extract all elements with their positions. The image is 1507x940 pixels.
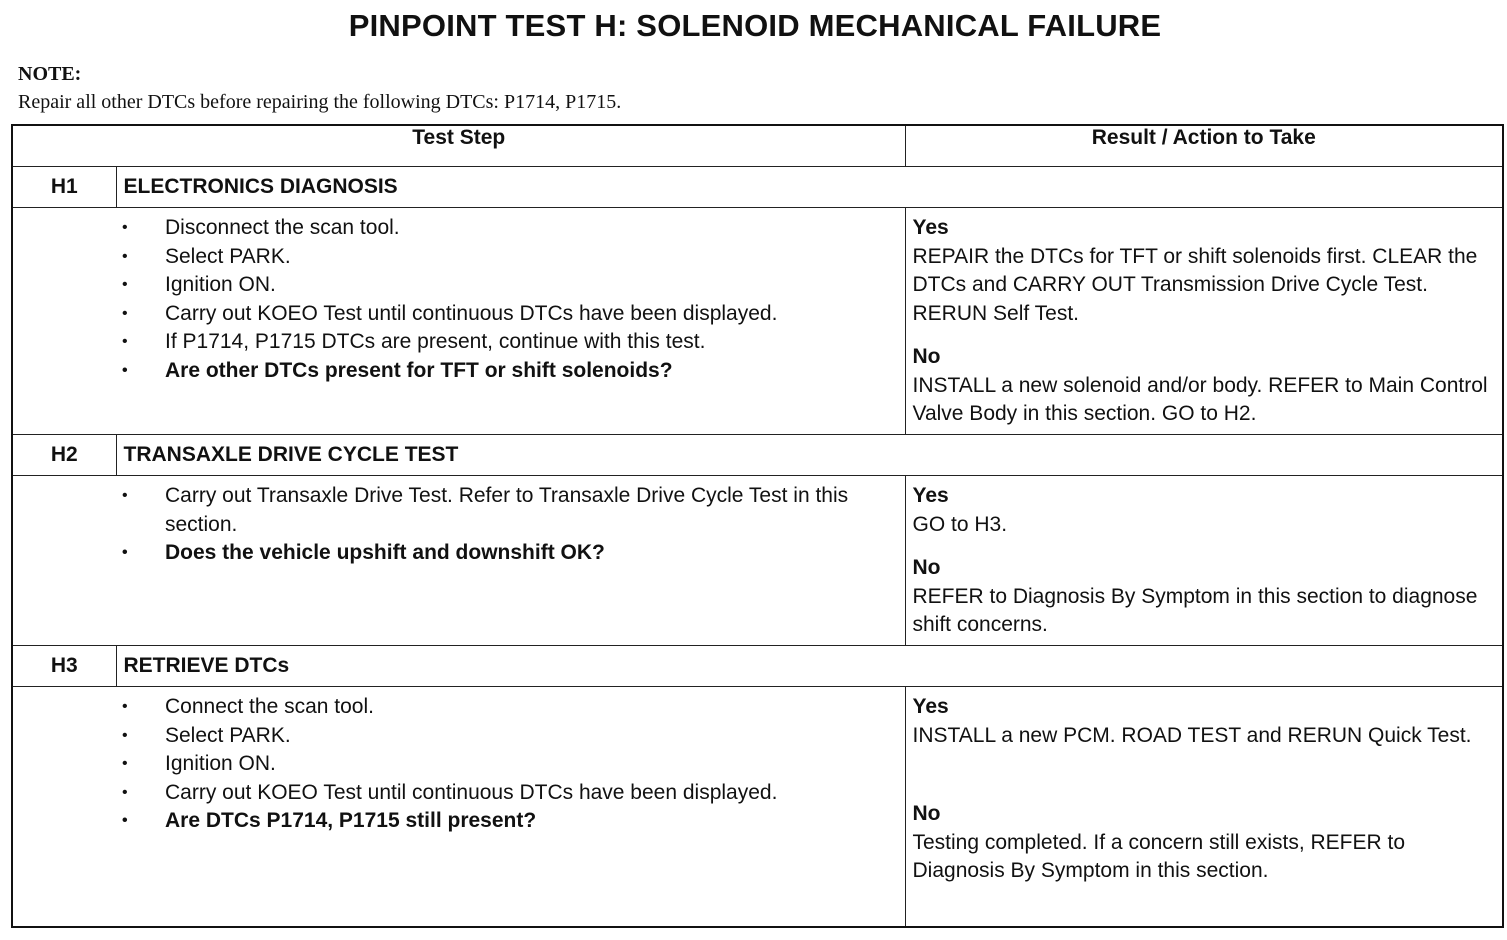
bullet-icon: • — [122, 812, 128, 829]
no-action: REFER to Diagnosis By Symptom in this section to diagnose shift concerns. — [912, 584, 1478, 636]
step-h3-body-row — [12, 687, 1503, 928]
step-h1-body-row — [12, 208, 1503, 435]
instruction-list — [116, 482, 905, 568]
table-header-row — [12, 125, 1503, 167]
pinpoint-test-table — [11, 124, 1504, 928]
no-action: INSTALL a new solenoid and/or body. REFER to Main Control Valve Body in this section. GO to H2. — [912, 373, 1488, 425]
step-id: H1 — [12, 167, 116, 208]
bullet-icon: • — [122, 544, 128, 561]
instruction-item: • Ignition ON. — [116, 750, 905, 779]
step-question: • Does the vehicle upshift and downshift OK? — [116, 539, 905, 568]
no-label: No — [912, 556, 941, 579]
step-title: TRANSAXLE DRIVE CYCLE TEST — [116, 435, 1503, 476]
no-label: No — [912, 802, 941, 825]
instruction-item: • Select PARK. — [116, 243, 905, 272]
step-h3-header-row — [12, 646, 1503, 687]
step-id-spacer — [12, 687, 116, 928]
step-id-spacer — [12, 476, 116, 646]
instruction-list — [116, 693, 905, 836]
bullet-icon: • — [122, 698, 128, 715]
instruction-item: • Disconnect the scan tool. — [116, 214, 905, 243]
test-step-header: Test Step — [12, 125, 905, 167]
step-id: H3 — [12, 646, 116, 687]
yes-label: Yes — [912, 216, 949, 239]
bullet-icon: • — [122, 333, 128, 350]
step-instructions — [116, 208, 905, 435]
step-title: ELECTRONICS DIAGNOSIS — [116, 167, 1503, 208]
bullet-icon: • — [122, 276, 128, 293]
no-label: No — [912, 345, 941, 368]
step-h2-header-row — [12, 435, 1503, 476]
yes-label: Yes — [912, 695, 949, 718]
note-heading: NOTE: — [18, 63, 82, 85]
bullet-icon: • — [122, 219, 128, 236]
instruction-list — [116, 214, 905, 385]
bullet-icon: • — [122, 487, 128, 504]
instruction-item: • If P1714, P1715 DTCs are present, continue with this test. — [116, 328, 905, 357]
step-h1-header-row — [12, 167, 1503, 208]
bullet-icon: • — [122, 361, 128, 379]
result-header: Result / Action to Take — [905, 125, 1503, 167]
instruction-item: • Select PARK. — [116, 722, 905, 751]
yes-action: INSTALL a new PCM. ROAD TEST and RERUN Quick Test. — [912, 723, 1472, 747]
note-text: Repair all other DTCs before repairing the following DTCs: P1714, P1715. — [18, 91, 622, 113]
yes-action: GO to H3. — [912, 512, 1008, 536]
instruction-item: • Ignition ON. — [116, 271, 905, 300]
bullet-icon: • — [122, 783, 128, 801]
step-result — [905, 476, 1503, 646]
step-id: H2 — [12, 435, 116, 476]
instruction-item: • Carry out KOEO Test until continuous DTCs have been displayed. — [116, 779, 905, 808]
step-question: • Are other DTCs present for TFT or shift solenoids? — [116, 357, 905, 386]
no-action: Testing completed. If a concern still exists, REFER to Diagnosis By Symptom in this section. — [912, 830, 1406, 882]
step-title: RETRIEVE DTCs — [116, 646, 1503, 687]
instruction-item: • Carry out KOEO Test until continuous DTCs have been displayed. — [116, 300, 905, 329]
step-question: • Are DTCs P1714, P1715 still present? — [116, 807, 905, 836]
bullet-icon: • — [122, 247, 128, 265]
bullet-icon: • — [122, 304, 128, 322]
bullet-icon: • — [122, 755, 128, 772]
bullet-icon: • — [122, 726, 128, 744]
instruction-item: • Connect the scan tool. — [116, 693, 905, 722]
page-title: PINPOINT TEST H: SOLENOID MECHANICAL FAILURE — [348, 8, 1162, 43]
step-instructions — [116, 687, 905, 928]
yes-action: REPAIR the DTCs for TFT or shift solenoids first. CLEAR the DTCs and CARRY OUT Transmission Drive Cycle Test. RERUN Self Test. — [912, 244, 1478, 325]
step-h2-body-row — [12, 476, 1503, 646]
step-result — [905, 687, 1503, 928]
step-id-spacer — [12, 208, 116, 435]
yes-label: Yes — [912, 484, 949, 507]
instruction-item: • Carry out Transaxle Drive Test. Refer to Transaxle Drive Cycle Test in this section. — [122, 484, 849, 536]
step-result — [905, 208, 1503, 435]
step-instructions — [116, 476, 905, 646]
